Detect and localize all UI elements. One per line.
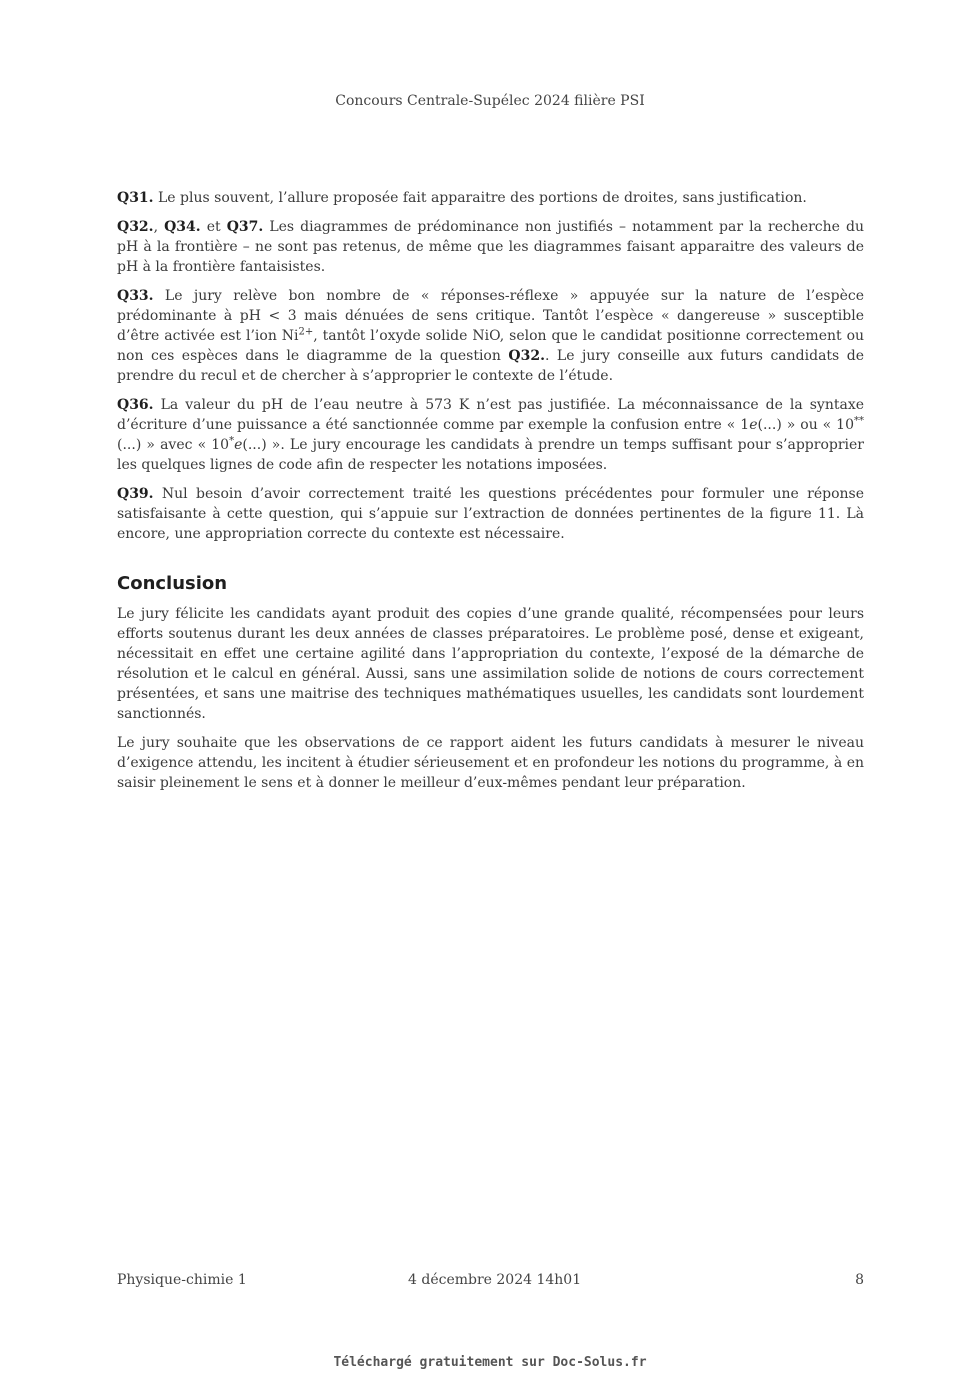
italic-e: e — [234, 437, 243, 453]
italic-e: e — [749, 417, 758, 433]
page-number: 8 — [855, 1272, 864, 1288]
page-header: Concours Centrale-Supélec 2024 filière PSI — [335, 93, 645, 109]
paragraph-text: Le plus souvent, l’allure proposée fait apparaitre des portions de droites, sans justification. — [153, 190, 807, 206]
exponent-stars: ** — [854, 415, 864, 427]
conclusion-paragraph-2: Le jury souhaite que les observations de ce rapport aident les futurs candidats à mesurer le niveau d’exigence attendu, les incitent à étudier sérieusement et en profondeur les notions du programme, à en saisir pleinement le sens et à donner le meilleur d’eux-mêmes pendant leur préparation. — [117, 735, 864, 791]
conclusion-heading: Conclusion — [117, 573, 228, 594]
paragraph-text: (...) ». Le jury encourage les candidats à prendre un temps suffisant pour s’approprier les quelques lignes de code afin de respecter les notations imposées. — [117, 437, 864, 473]
paragraph-q36 — [117, 395, 864, 475]
download-notice: Téléchargé gratuitement sur Doc-Solus.fr — [333, 1355, 647, 1370]
separator: et — [200, 219, 227, 235]
question-label: Q31. — [117, 190, 154, 206]
page-footer — [117, 1272, 864, 1292]
question-label: Q32. — [117, 219, 154, 235]
question-reference: Q32. — [508, 348, 545, 364]
paragraph-text: Nul besoin d’avoir correctement traité les questions précédentes pour formuler une réponse satisfaisante à cette question, qui s’appuie sur l’extraction de données pertinentes de la figure 11. Là encore, une appropriation correcte du contexte est nécessaire. — [117, 486, 864, 542]
paragraph-text: (...) » avec « 10 — [117, 437, 230, 453]
paragraph-text: La valeur du pH de l’eau neutre à 573 K n’est pas justifiée. La méconnaissance de la syntaxe d’écriture d’une puissance a été sanctionnée comme par exemple la confusion entre « 1 — [117, 397, 864, 433]
question-label: Q34. — [164, 219, 201, 235]
paragraph-text: Le jury relève bon nombre de « réponses-réflexe » appuyée sur la nature de l’espèce prédominante à pH < 3 mais dénuées de sens critique. Tantôt l’espèce « dangereuse » susceptible d’être activée est l’ion Ni — [117, 288, 864, 344]
question-label: Q33. — [117, 288, 154, 304]
separator: , — [153, 219, 165, 235]
paragraph-q33 — [117, 286, 864, 386]
footer-subject: Physique-chimie 1 — [117, 1272, 247, 1288]
conclusion-paragraph-1: Le jury félicite les candidats ayant produit des copies d’une grande qualité, récompensées pour leurs efforts soutenus durant les deux années de classes préparatoires. Le problème posé, dense et exigeant, nécessitait en effet une certaine agilité dans l’appropriation du contexte, l’exposé de la démarche de résolution et le calcul en général. Aussi, sans une assimilation solide de notions de cours correctement présentées, et sans une maitrise des techniques mathématiques usuelles, les candidats sont lourdement sanctionnés. — [117, 606, 864, 722]
paragraph-text: (...) » ou « 10 — [757, 417, 854, 433]
paragraph-q32-q34-q37 — [117, 217, 864, 277]
report-body — [117, 188, 864, 802]
ion-charge: 2+ — [298, 326, 314, 338]
footer-date: 4 décembre 2024 14h01 — [408, 1272, 582, 1288]
paragraph-text: , tantôt l’oxyde solide NiO, selon que le candidat positionne correctement ou non ces espèces dans le diagramme de la question — [117, 328, 865, 364]
exponent-star: * — [229, 435, 235, 447]
paragraph-text: Les diagrammes de prédominance non justifiés – notamment par la recherche du pH à la frontière – ne sont pas retenus, de même que les diagrammes faisant apparaitre des valeurs de pH à la frontière fantaisistes. — [117, 219, 864, 275]
question-label: Q37. — [226, 219, 264, 235]
paragraph-q39 — [117, 484, 864, 544]
paragraph-q31 — [117, 188, 864, 208]
question-label: Q39. — [117, 486, 154, 502]
question-label: Q36. — [117, 397, 154, 413]
paragraph-text: . Le jury conseille aux futurs candidats de prendre du recul et de chercher à s’approprier le contexte de l’étude. — [117, 348, 864, 384]
